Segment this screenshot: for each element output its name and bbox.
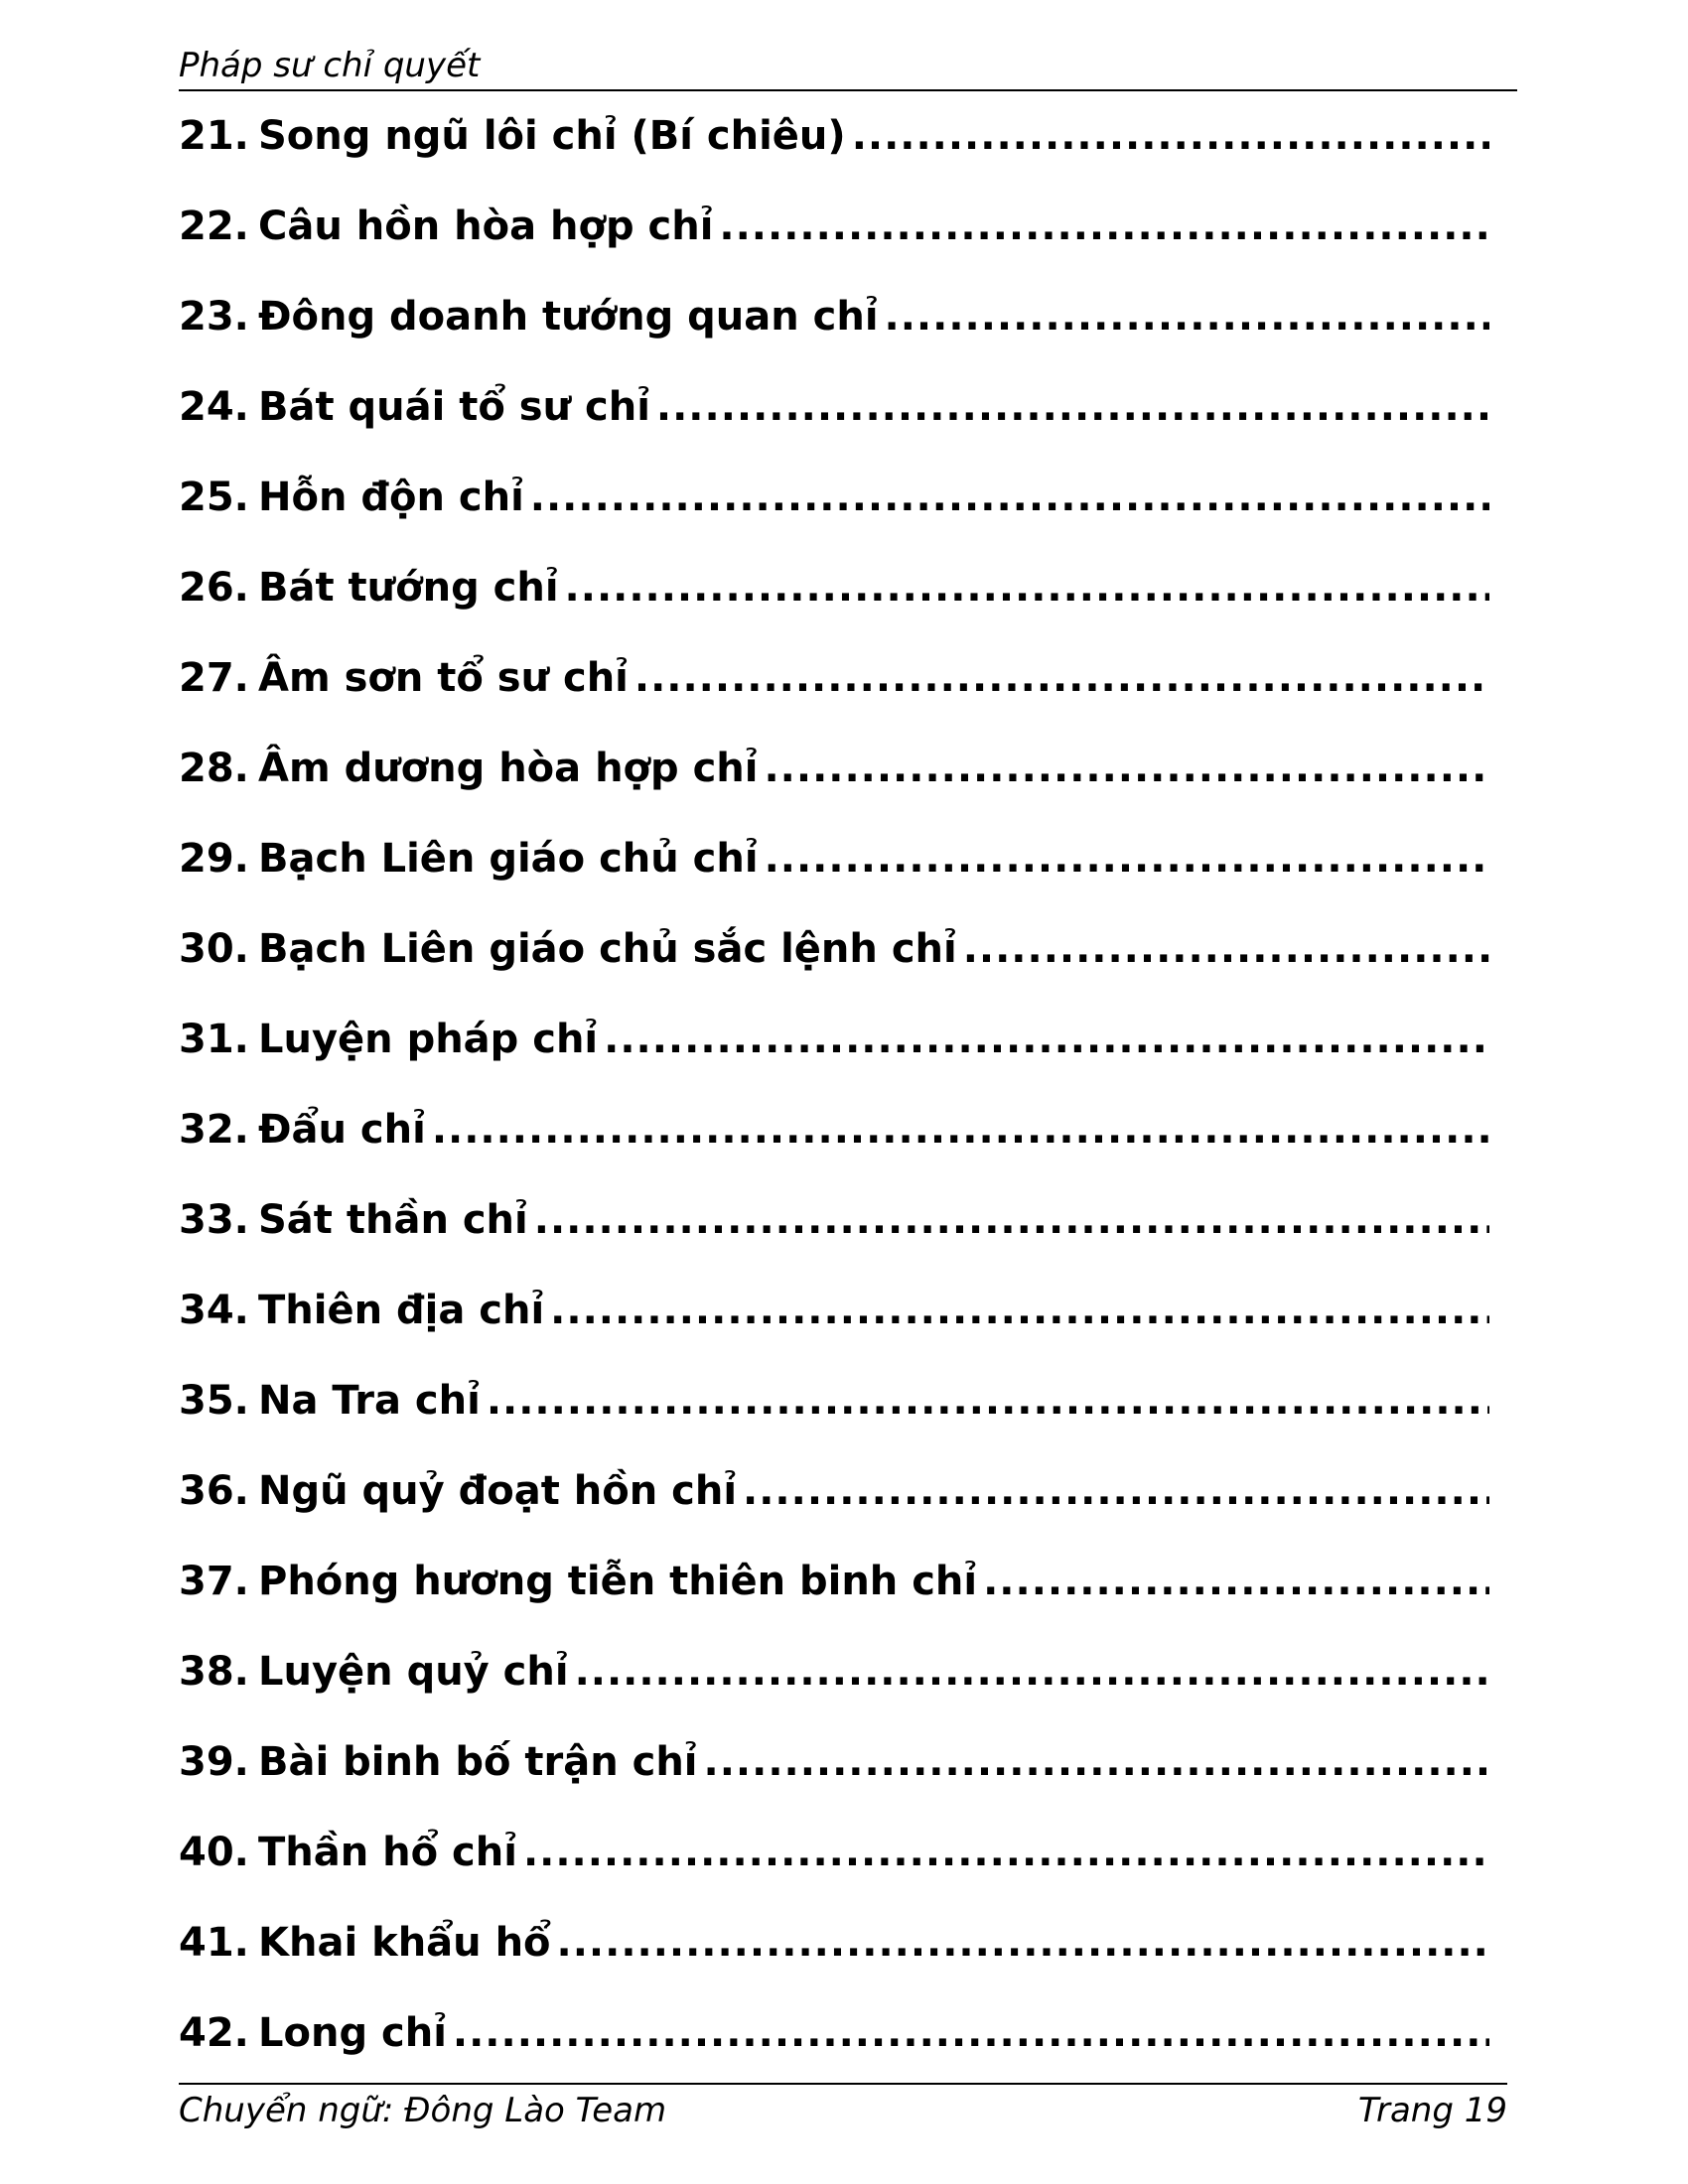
toc-item-title: Bạch Liên giáo chủ chỉ bbox=[258, 836, 759, 882]
toc-item-title: Âm sơn tổ sư chỉ bbox=[258, 655, 629, 701]
toc-item-number: 27. bbox=[179, 655, 249, 701]
toc-item-number: 39. bbox=[179, 1739, 249, 1785]
toc-item-number: 30. bbox=[179, 926, 249, 972]
toc-dot-leader bbox=[569, 1642, 1489, 1702]
toc-dot-leader bbox=[629, 648, 1489, 708]
toc-item-number: 41. bbox=[179, 1920, 249, 1966]
toc-item-title: Phóng hương tiễn thiên binh chỉ bbox=[258, 1559, 978, 1604]
toc-dot-leader bbox=[517, 1823, 1489, 1882]
toc-item-number: 42. bbox=[179, 2010, 249, 2056]
toc-item-number: 23. bbox=[179, 294, 249, 340]
toc-item-title: Sát thần chỉ bbox=[258, 1197, 528, 1243]
toc-dot-leader bbox=[650, 377, 1489, 437]
toc-item-title: Bát tướng chỉ bbox=[258, 565, 559, 611]
toc-item-number: 36. bbox=[179, 1468, 249, 1514]
toc-item bbox=[179, 2003, 1489, 2094]
toc-item bbox=[179, 1823, 1489, 1913]
toc-dot-leader bbox=[551, 1913, 1489, 1973]
toc-item-number: 26. bbox=[179, 565, 249, 611]
toc-dot-leader bbox=[879, 287, 1489, 346]
toc-item-title: Bát quái tổ sư chỉ bbox=[258, 384, 650, 430]
toc-item-title: Long chỉ bbox=[258, 2010, 447, 2056]
toc-dot-leader bbox=[528, 1190, 1489, 1250]
toc-dot-leader bbox=[559, 558, 1489, 617]
toc-dot-leader bbox=[713, 197, 1489, 256]
toc-item bbox=[179, 1371, 1489, 1461]
toc-item-title: Âm dương hòa hợp chỉ bbox=[258, 746, 759, 791]
toc-item-title: Bài binh bố trận chỉ bbox=[258, 1739, 698, 1785]
toc-dot-leader bbox=[758, 739, 1489, 798]
toc-item-number: 38. bbox=[179, 1649, 249, 1695]
toc-dot-leader bbox=[698, 1732, 1489, 1792]
toc-item-number: 40. bbox=[179, 1830, 249, 1875]
toc-item-title: Thần hổ chỉ bbox=[258, 1830, 517, 1875]
table-of-contents bbox=[179, 106, 1489, 2094]
toc-item bbox=[179, 1913, 1489, 2003]
toc-item bbox=[179, 1642, 1489, 1732]
toc-item-title: Đông doanh tướng quan chỉ bbox=[258, 294, 879, 340]
page-header bbox=[179, 38, 1517, 91]
toc-dot-leader bbox=[977, 1552, 1489, 1611]
page-footer bbox=[179, 2083, 1507, 2136]
toc-dot-leader bbox=[426, 1100, 1489, 1160]
toc-item-number: 22. bbox=[179, 204, 249, 249]
toc-item-number: 33. bbox=[179, 1197, 249, 1243]
toc-dot-leader bbox=[957, 919, 1489, 979]
toc-dot-leader bbox=[524, 468, 1489, 527]
toc-item-number: 31. bbox=[179, 1017, 249, 1062]
header-title: Pháp sư chỉ quyết bbox=[179, 46, 481, 85]
toc-dot-leader bbox=[447, 2003, 1489, 2063]
toc-item-number: 28. bbox=[179, 746, 249, 791]
toc-item-number: 29. bbox=[179, 836, 249, 882]
toc-item bbox=[179, 1552, 1489, 1642]
toc-item bbox=[179, 919, 1489, 1010]
toc-item-title: Câu hồn hòa hợp chỉ bbox=[258, 204, 714, 249]
toc-item bbox=[179, 1190, 1489, 1281]
toc-item-title: Ngũ quỷ đoạt hồn chỉ bbox=[258, 1468, 738, 1514]
toc-dot-leader bbox=[598, 1010, 1489, 1069]
toc-item-title: Bạch Liên giáo chủ sắc lệnh chỉ bbox=[258, 926, 957, 972]
toc-item bbox=[179, 739, 1489, 829]
toc-item-title: Song ngũ lôi chỉ (Bí chiêu) bbox=[258, 113, 846, 159]
toc-item bbox=[179, 829, 1489, 919]
toc-dot-leader bbox=[544, 1281, 1489, 1340]
toc-item-number: 25. bbox=[179, 475, 249, 520]
footer-credit: Chuyển ngữ: Đông Lào Team bbox=[179, 2091, 667, 2130]
toc-item bbox=[179, 287, 1489, 377]
toc-item bbox=[179, 1461, 1489, 1552]
toc-item bbox=[179, 1281, 1489, 1371]
toc-dot-leader bbox=[481, 1371, 1489, 1431]
toc-item bbox=[179, 1732, 1489, 1823]
toc-item bbox=[179, 1100, 1489, 1190]
toc-item-number: 21. bbox=[179, 113, 249, 159]
toc-item-title: Luyện pháp chỉ bbox=[258, 1017, 599, 1062]
page-number: Trang 19 bbox=[1357, 2091, 1507, 2130]
toc-item-title: Luyện quỷ chỉ bbox=[258, 1649, 569, 1695]
toc-dot-leader bbox=[759, 829, 1489, 888]
toc-item bbox=[179, 197, 1489, 287]
toc-dot-leader bbox=[846, 106, 1489, 166]
toc-item-number: 35. bbox=[179, 1378, 249, 1424]
toc-dot-leader bbox=[737, 1461, 1489, 1521]
toc-item bbox=[179, 648, 1489, 739]
toc-item bbox=[179, 106, 1489, 197]
toc-item-title: Thiên địa chỉ bbox=[258, 1288, 545, 1333]
toc-item bbox=[179, 377, 1489, 468]
toc-item bbox=[179, 1010, 1489, 1100]
toc-item-title: Na Tra chỉ bbox=[258, 1378, 481, 1424]
toc-item-title: Khai khẩu hổ bbox=[258, 1920, 551, 1966]
toc-item-title: Hỗn độn chỉ bbox=[258, 475, 524, 520]
toc-item-title: Đẩu chỉ bbox=[258, 1107, 426, 1153]
toc-item bbox=[179, 558, 1489, 648]
toc-item-number: 32. bbox=[179, 1107, 249, 1153]
toc-item-number: 37. bbox=[179, 1559, 249, 1604]
toc-item bbox=[179, 468, 1489, 558]
toc-item-number: 24. bbox=[179, 384, 249, 430]
toc-item-number: 34. bbox=[179, 1288, 249, 1333]
